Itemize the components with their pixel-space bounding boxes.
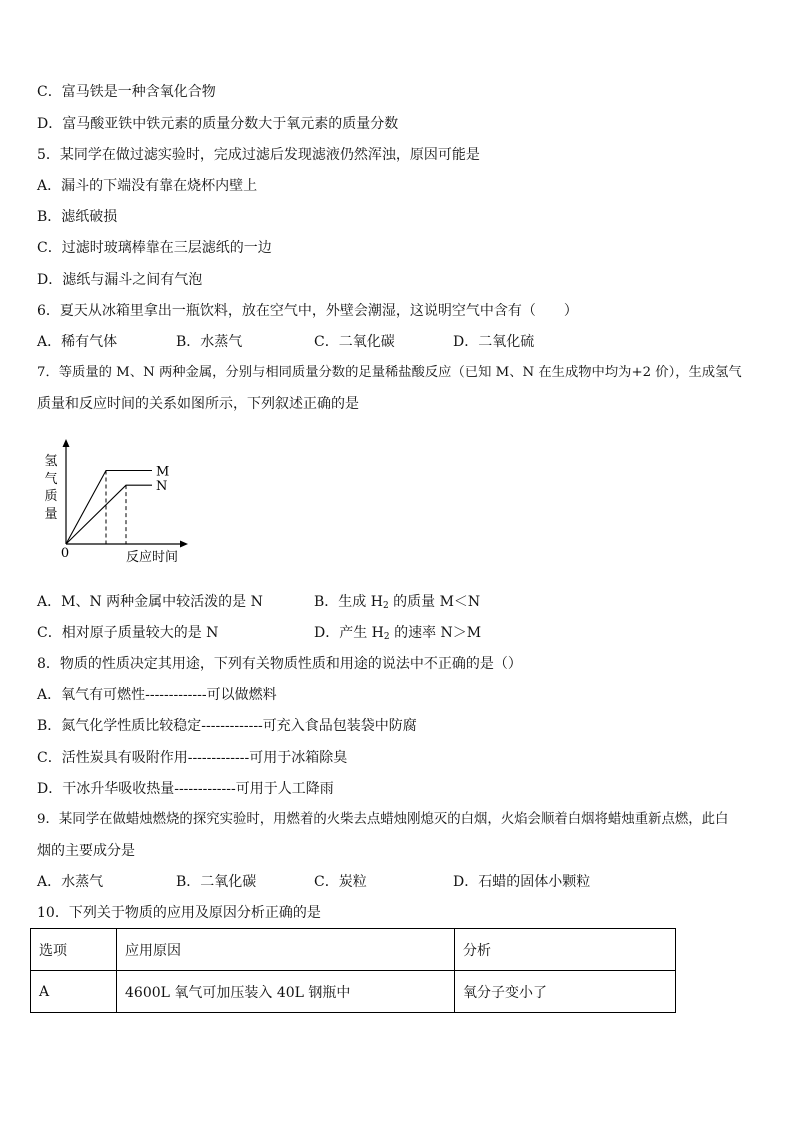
- q7-option-c: C．相对原子质量较大的是 N: [37, 625, 219, 641]
- q8-option-c: C．活性炭具有吸附作用-------------可用于冰箱除臭: [37, 750, 348, 766]
- series-line-m: [66, 471, 152, 545]
- q6-option-d: D．二氧化硫: [453, 334, 535, 350]
- y-axis-arrow: [63, 439, 70, 447]
- q9-stem-line2: 烟的主要成分是: [37, 843, 135, 859]
- table-header-cell: 应用原因: [117, 929, 455, 971]
- series-label-m: M: [156, 464, 170, 480]
- q8-option-b: B．氮气化学性质比较稳定-------------可充入食品包装袋中防腐: [37, 718, 417, 734]
- q7-option-d: [314, 623, 481, 647]
- series-line-n: [66, 485, 152, 544]
- q5-option-d: D．滤纸与漏斗之间有气泡: [37, 272, 203, 288]
- q7-option-d-sub: 2: [383, 632, 390, 642]
- q7-option-b-pre: B．生成 H: [314, 594, 383, 610]
- y-label-char: 气: [44, 472, 58, 487]
- series-label-n: N: [156, 479, 168, 495]
- table-cell: 氧分子变小了: [455, 971, 676, 1013]
- table-row: [31, 971, 676, 1013]
- q8-stem: 8．物质的性质决定其用途，下列有关物质性质和用途的说法中不正确的是（）: [37, 656, 522, 672]
- y-label-char: 氢: [44, 454, 58, 469]
- table-header-cell: 分析: [455, 929, 676, 971]
- q7-option-b-sub: 2: [382, 601, 389, 611]
- table-header-cell: 选项: [31, 929, 117, 971]
- table-cell: A: [31, 971, 117, 1013]
- x-axis-label: 反应时间: [125, 550, 179, 565]
- q9-option-a: A．水蒸气: [37, 874, 104, 890]
- q7-option-b: [314, 592, 480, 616]
- q7-option-b-post: 的质量 M＜N: [388, 594, 481, 610]
- q10-table: [30, 928, 676, 1013]
- q9-option-b: B．二氧化碳: [176, 874, 257, 890]
- q6-option-a: A．稀有气体: [37, 334, 118, 350]
- q7-option-d-pre: D．产生 H: [314, 625, 384, 641]
- q9-option-d: D．石蜡的固体小颗粒: [453, 874, 591, 890]
- q10-stem: 10．下列关于物质的应用及原因分析正确的是: [37, 905, 321, 921]
- q9-stem-line1: 9．某同学在做蜡烛燃烧的探究实验时，用燃着的火柴去点蜡烛刚熄灭的白烟，火焰会顺着白烟将蜡烛重新点燃，此白: [37, 812, 729, 827]
- q7-stem-line1: 7．等质量的 M、N 两种金属，分别与相同质量分数的足量稀盐酸反应（已知 M、N 在生成物中均为+2 价），生成氢气: [37, 365, 742, 380]
- hydrogen-mass-chart: [40, 436, 200, 566]
- q4-option-c: C．富马铁是一种含氧化合物: [37, 84, 216, 100]
- q5-option-b: B．滤纸破损: [37, 209, 118, 225]
- q7-option-d-post: 的速率 N＞M: [389, 625, 482, 641]
- x-axis-arrow: [180, 541, 188, 548]
- q5-option-c: C．过滤时玻璃棒靠在三层滤纸的一边: [37, 240, 272, 256]
- q4-option-d: D．富马酸亚铁中铁元素的质量分数大于氧元素的质量分数: [37, 116, 399, 132]
- q5-option-a: A．漏斗的下端没有靠在烧杯内壁上: [37, 178, 258, 194]
- q6-option-c: C．二氧化碳: [314, 334, 395, 350]
- y-label-char: 量: [44, 507, 58, 522]
- origin-label: 0: [60, 546, 70, 561]
- table-header-row: [31, 929, 676, 971]
- q7-option-a: A．M、N 两种金属中较活泼的是 N: [37, 594, 263, 610]
- q7-stem-line2: 质量和反应时间的关系如图所示，下列叙述正确的是: [37, 396, 359, 412]
- q8-option-d: D．干冰升华吸收热量-------------可用于人工降雨: [37, 781, 334, 797]
- q6-option-b: B．水蒸气: [176, 334, 243, 350]
- y-label-char: 质: [44, 489, 58, 504]
- q9-option-c: C．炭粒: [314, 874, 367, 890]
- q8-option-a: A．氧气有可燃性-------------可以做燃料: [37, 687, 277, 703]
- q6-stem: 6．夏天从冰箱里拿出一瓶饮料，放在空气中，外壁会潮湿，这说明空气中含有（ ）: [37, 303, 578, 319]
- q5-stem: 5．某同学在做过滤实验时，完成过滤后发现滤液仍然浑浊，原因可能是: [37, 147, 480, 163]
- table-cell: 4600L 氧气可加压装入 40L 钢瓶中: [117, 971, 455, 1013]
